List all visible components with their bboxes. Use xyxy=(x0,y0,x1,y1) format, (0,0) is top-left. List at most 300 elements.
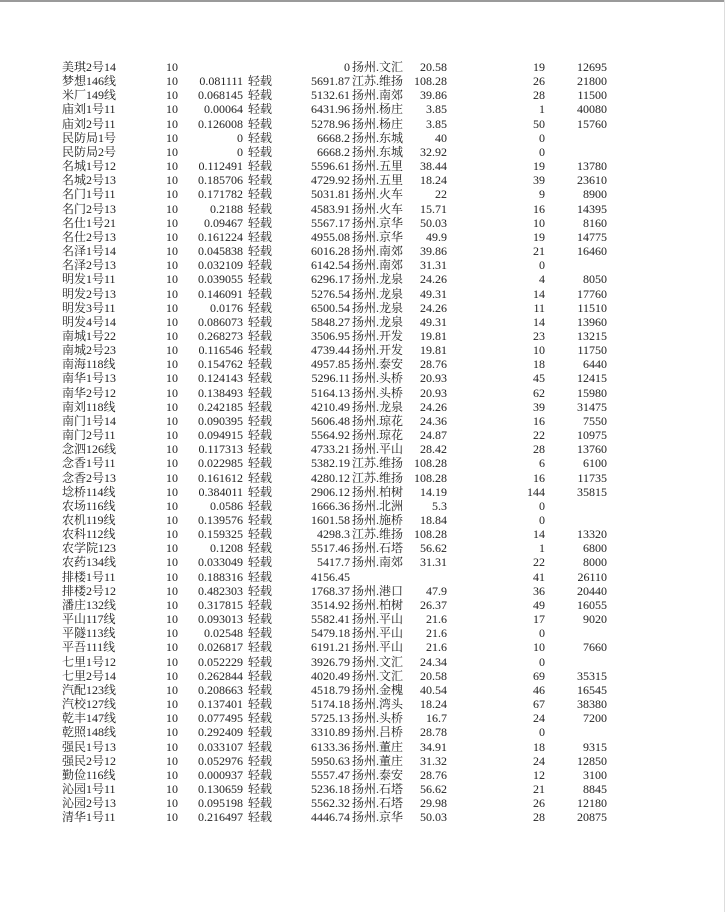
cell-load-ratio: 0.268273 xyxy=(198,328,243,343)
cell-total: 11500 xyxy=(577,88,607,103)
table-row xyxy=(0,244,725,258)
cell-total: 15980 xyxy=(577,385,607,400)
cell-line-name: 乾丰147线 xyxy=(62,711,117,726)
cell-substation: 扬州.头桥 xyxy=(352,385,404,400)
cell-total: 13760 xyxy=(577,442,607,457)
cell-substation: 扬州.五里 xyxy=(352,173,404,188)
cell-load-ratio: 0.039055 xyxy=(198,272,243,287)
cell-distance: 18.24 xyxy=(420,173,447,188)
cell-line-name: 名泽1号14 xyxy=(62,244,117,259)
cell-load-ratio: 0.033107 xyxy=(198,739,243,754)
cell-voltage: 10 xyxy=(166,272,178,287)
cell-voltage: 10 xyxy=(166,527,178,542)
cell-capacity: 6142.54 xyxy=(311,258,350,273)
cell-capacity: 5691.87 xyxy=(311,74,350,89)
cell-total: 40080 xyxy=(577,102,607,117)
cell-capacity: 5132.61 xyxy=(311,88,350,103)
cell-load-ratio: 0.130659 xyxy=(198,781,243,796)
cell-substation: 扬州.龙泉 xyxy=(352,286,404,301)
cell-load-status: 轻载 xyxy=(248,413,273,428)
cell-distance: 108.28 xyxy=(414,527,447,542)
cell-distance: 20.93 xyxy=(420,385,447,400)
table-row xyxy=(0,754,725,768)
cell-total: 21800 xyxy=(577,74,607,89)
cell-total: 14395 xyxy=(577,201,607,216)
cell-count: 22 xyxy=(533,555,545,570)
cell-substation: 扬州.港口 xyxy=(352,583,404,598)
cell-load-ratio: 0.090395 xyxy=(198,413,243,428)
cell-distance: 28.78 xyxy=(420,725,447,740)
cell-voltage: 10 xyxy=(166,796,178,811)
table-row xyxy=(0,102,725,116)
cell-distance: 14.19 xyxy=(420,484,447,499)
cell-line-name: 排楼1号11 xyxy=(62,569,116,584)
cell-load-status: 轻载 xyxy=(248,697,273,712)
cell-load-status: 轻载 xyxy=(248,328,273,343)
cell-substation: 江苏.维扬 xyxy=(352,74,404,89)
cell-voltage: 10 xyxy=(166,753,178,768)
table-row xyxy=(0,683,725,697)
table-row xyxy=(0,287,725,301)
cell-count: 0 xyxy=(539,144,545,159)
cell-voltage: 10 xyxy=(166,229,178,244)
cell-line-name: 排楼2号12 xyxy=(62,583,117,598)
cell-distance: 24.34 xyxy=(420,654,447,669)
cell-total: 11735 xyxy=(577,470,607,485)
cell-capacity: 6191.21 xyxy=(311,640,350,655)
cell-distance: 16.7 xyxy=(426,711,447,726)
cell-total: 13320 xyxy=(577,527,607,542)
cell-substation: 扬州.京华 xyxy=(352,215,404,230)
table-row xyxy=(0,640,725,654)
cell-load-status: 轻载 xyxy=(248,428,273,443)
cell-total: 8900 xyxy=(583,187,607,202)
cell-count: 9 xyxy=(539,187,545,202)
table-row xyxy=(0,202,725,216)
table-row xyxy=(0,145,725,159)
cell-voltage: 10 xyxy=(166,697,178,712)
cell-line-name: 七里1号12 xyxy=(62,654,117,669)
cell-voltage: 10 xyxy=(166,74,178,89)
cell-count: 23 xyxy=(533,328,545,343)
cell-capacity: 3506.95 xyxy=(311,328,350,343)
cell-load-status: 轻载 xyxy=(248,144,273,159)
cell-voltage: 10 xyxy=(166,654,178,669)
cell-load-status: 轻载 xyxy=(248,116,273,131)
cell-voltage: 10 xyxy=(166,130,178,145)
cell-capacity: 6431.96 xyxy=(311,102,350,117)
table-row xyxy=(0,258,725,272)
table-row xyxy=(0,343,725,357)
cell-line-name: 庙刘2号11 xyxy=(62,116,116,131)
cell-load-ratio: 0.077495 xyxy=(198,711,243,726)
cell-capacity: 5564.92 xyxy=(311,428,350,443)
cell-count: 39 xyxy=(533,399,545,414)
cell-total: 16460 xyxy=(577,244,607,259)
cell-substation: 扬州.南郊 xyxy=(352,244,404,259)
cell-line-name: 南门1号14 xyxy=(62,413,117,428)
cell-capacity: 5382.19 xyxy=(311,456,350,471)
cell-line-name: 庙刘1号11 xyxy=(62,102,116,117)
cell-distance: 108.28 xyxy=(414,456,447,471)
cell-line-name: 米厂149线 xyxy=(62,88,117,103)
cell-load-ratio: 0.095198 xyxy=(198,796,243,811)
cell-voltage: 10 xyxy=(166,187,178,202)
cell-load-status: 轻载 xyxy=(248,300,273,315)
cell-voltage: 10 xyxy=(166,286,178,301)
cell-capacity: 4729.92 xyxy=(311,173,350,188)
cell-substation: 扬州.石塔 xyxy=(352,781,404,796)
cell-load-ratio: 0.185706 xyxy=(198,173,243,188)
cell-total: 14775 xyxy=(577,229,607,244)
cell-line-name: 农药134线 xyxy=(62,555,117,570)
cell-load-status: 轻载 xyxy=(248,527,273,542)
cell-line-name: 民防局2号 xyxy=(62,144,117,159)
cell-count: 22 xyxy=(533,428,545,443)
cell-distance: 20.93 xyxy=(420,371,447,386)
cell-voltage: 10 xyxy=(166,244,178,259)
cell-capacity: 4733.21 xyxy=(311,442,350,457)
cell-distance: 28.76 xyxy=(420,357,447,372)
cell-voltage: 10 xyxy=(166,328,178,343)
cell-total: 3100 xyxy=(583,767,607,782)
cell-count: 4 xyxy=(539,272,545,287)
table-row xyxy=(0,810,725,824)
cell-substation: 扬州.北洲 xyxy=(352,498,404,513)
cell-line-name: 农场116线 xyxy=(62,498,116,513)
cell-voltage: 10 xyxy=(166,555,178,570)
cell-voltage: 10 xyxy=(166,300,178,315)
cell-total: 38380 xyxy=(577,697,607,712)
cell-total: 17760 xyxy=(577,286,607,301)
cell-distance: 24.26 xyxy=(420,399,447,414)
table-row xyxy=(0,329,725,343)
cell-distance: 28.76 xyxy=(420,767,447,782)
cell-load-ratio: 0.000937 xyxy=(198,767,243,782)
cell-load-ratio: 0.112491 xyxy=(198,159,243,174)
cell-count: 14 xyxy=(533,314,545,329)
cell-voltage: 10 xyxy=(166,60,178,74)
cell-line-name: 念泗126线 xyxy=(62,442,117,457)
cell-count: 45 xyxy=(533,371,545,386)
cell-line-name: 明发2号13 xyxy=(62,286,117,301)
cell-substation: 扬州.石塔 xyxy=(352,796,404,811)
cell-line-name: 沁园1号11 xyxy=(62,781,116,796)
cell-voltage: 10 xyxy=(166,470,178,485)
cell-total: 8000 xyxy=(583,555,607,570)
cell-load-status: 轻载 xyxy=(248,739,273,754)
table-row xyxy=(0,471,725,485)
cell-total: 8160 xyxy=(583,215,607,230)
cell-substation: 扬州.石塔 xyxy=(352,541,404,556)
cell-count: 39 xyxy=(533,173,545,188)
cell-load-status: 轻载 xyxy=(248,810,273,825)
cell-line-name: 汽配123线 xyxy=(62,682,117,697)
cell-distance: 26.37 xyxy=(420,597,447,612)
cell-load-status: 轻载 xyxy=(248,498,273,513)
cell-load-ratio: 0.154762 xyxy=(198,357,243,372)
cell-capacity: 5596.61 xyxy=(311,159,350,174)
cell-count: 0 xyxy=(539,258,545,273)
cell-load-ratio: 0 xyxy=(237,144,243,159)
cell-substation: 扬州.平山 xyxy=(352,612,404,627)
cell-line-name: 民防局1号 xyxy=(62,130,117,145)
cell-line-name: 名城2号13 xyxy=(62,173,117,188)
cell-total: 6800 xyxy=(583,541,607,556)
cell-count: 21 xyxy=(533,781,545,796)
cell-substation: 扬州.南郊 xyxy=(352,258,404,273)
cell-count: 12 xyxy=(533,767,545,782)
cell-line-name: 南门2号11 xyxy=(62,428,116,443)
cell-substation: 扬州.文汇 xyxy=(352,654,404,669)
cell-voltage: 10 xyxy=(166,385,178,400)
cell-voltage: 10 xyxy=(166,810,178,825)
cell-substation: 扬州.火车 xyxy=(352,201,404,216)
table-row xyxy=(0,697,725,711)
cell-line-name: 汽校127线 xyxy=(62,697,117,712)
cell-total: 31475 xyxy=(577,399,607,414)
table-row xyxy=(0,570,725,584)
cell-capacity: 6500.54 xyxy=(311,300,350,315)
table-row xyxy=(0,612,725,626)
cell-total: 12850 xyxy=(577,753,607,768)
cell-load-status: 轻载 xyxy=(248,229,273,244)
cell-load-ratio: 0.116546 xyxy=(198,343,243,358)
cell-capacity: 5164.13 xyxy=(311,385,350,400)
cell-load-status: 轻载 xyxy=(248,286,273,301)
cell-substation: 扬州.平山 xyxy=(352,626,404,641)
cell-voltage: 10 xyxy=(166,413,178,428)
cell-capacity: 5848.27 xyxy=(311,314,350,329)
cell-capacity: 1666.36 xyxy=(311,498,350,513)
cell-load-ratio: 0.161224 xyxy=(198,229,243,244)
cell-voltage: 10 xyxy=(166,102,178,117)
table-row xyxy=(0,74,725,88)
cell-line-name: 南华1号13 xyxy=(62,371,117,386)
cell-count: 0 xyxy=(539,654,545,669)
cell-line-name: 名城1号12 xyxy=(62,159,117,174)
cell-substation: 扬州.湾头 xyxy=(352,697,404,712)
cell-load-status: 轻载 xyxy=(248,343,273,358)
cell-substation: 扬州.五里 xyxy=(352,159,404,174)
cell-load-status: 轻载 xyxy=(248,272,273,287)
cell-load-ratio: 0.052976 xyxy=(198,753,243,768)
cell-load-ratio: 0.262844 xyxy=(198,668,243,683)
cell-load-status: 轻载 xyxy=(248,583,273,598)
cell-total: 11510 xyxy=(577,300,607,315)
cell-total: 13780 xyxy=(577,159,607,174)
cell-load-status: 轻载 xyxy=(248,258,273,273)
cell-distance: 31.32 xyxy=(420,753,447,768)
cell-distance: 31.31 xyxy=(420,258,447,273)
cell-line-name: 名泽2号13 xyxy=(62,258,117,273)
cell-count: 0 xyxy=(539,725,545,740)
cell-total: 13215 xyxy=(577,328,607,343)
cell-distance: 24.36 xyxy=(420,413,447,428)
cell-voltage: 10 xyxy=(166,597,178,612)
cell-load-ratio: 0.188316 xyxy=(198,569,243,584)
cell-voltage: 10 xyxy=(166,767,178,782)
table-row xyxy=(0,782,725,796)
cell-capacity: 2906.12 xyxy=(311,484,350,499)
cell-substation: 扬州.龙泉 xyxy=(352,300,404,315)
cell-load-ratio: 0.138493 xyxy=(198,385,243,400)
cell-line-name: 强民1号13 xyxy=(62,739,117,754)
cell-voltage: 10 xyxy=(166,159,178,174)
cell-capacity: 1601.58 xyxy=(311,513,350,527)
cell-capacity: 5276.54 xyxy=(311,286,350,301)
cell-capacity: 4957.85 xyxy=(311,357,350,372)
table-row xyxy=(0,60,725,74)
cell-capacity: 5557.47 xyxy=(311,767,350,782)
cell-load-status: 轻载 xyxy=(248,711,273,726)
table-row xyxy=(0,584,725,598)
cell-load-status: 轻载 xyxy=(248,640,273,655)
cell-count: 19 xyxy=(533,60,545,74)
cell-capacity: 6668.2 xyxy=(317,130,350,145)
cell-load-status: 轻载 xyxy=(248,484,273,499)
cell-substation: 扬州.杨庄 xyxy=(352,102,404,117)
cell-load-status: 轻载 xyxy=(248,385,273,400)
cell-substation: 扬州.南郊 xyxy=(352,88,404,103)
cell-load-ratio: 0.216497 xyxy=(198,810,243,825)
cell-line-name: 平山117线 xyxy=(62,612,116,627)
cell-substation: 扬州.头桥 xyxy=(352,711,404,726)
cell-voltage: 10 xyxy=(166,116,178,131)
cell-line-name: 平隧113线 xyxy=(62,626,116,641)
cell-load-ratio: 0.292409 xyxy=(198,725,243,740)
cell-distance: 28.42 xyxy=(420,442,447,457)
cell-line-name: 念香1号11 xyxy=(62,456,116,471)
cell-line-name: 平吾111线 xyxy=(62,640,116,655)
cell-load-status: 轻载 xyxy=(248,244,273,259)
cell-distance: 18.84 xyxy=(420,513,447,527)
cell-distance: 34.91 xyxy=(420,739,447,754)
cell-capacity: 4518.79 xyxy=(311,682,350,697)
table-row xyxy=(0,513,725,527)
cell-count: 0 xyxy=(539,498,545,513)
cell-line-name: 梦想146线 xyxy=(62,74,117,89)
cell-load-status: 轻载 xyxy=(248,682,273,697)
cell-count: 26 xyxy=(533,796,545,811)
cell-count: 144 xyxy=(527,484,545,499)
cell-voltage: 10 xyxy=(166,173,178,188)
cell-count: 19 xyxy=(533,159,545,174)
cell-capacity: 5479.18 xyxy=(311,626,350,641)
cell-distance: 29.98 xyxy=(420,796,447,811)
cell-load-status: 轻载 xyxy=(248,314,273,329)
cell-distance: 20.58 xyxy=(420,668,447,683)
cell-count: 10 xyxy=(533,215,545,230)
cell-line-name: 清华1号11 xyxy=(62,810,116,825)
cell-substation: 扬州.泰安 xyxy=(352,357,404,372)
cell-load-ratio: 0.0176 xyxy=(210,300,243,315)
cell-capacity: 5950.63 xyxy=(311,753,350,768)
table-row xyxy=(0,301,725,315)
cell-capacity: 3926.79 xyxy=(311,654,350,669)
cell-substation: 扬州.京华 xyxy=(352,810,404,825)
cell-load-ratio: 0.022985 xyxy=(198,456,243,471)
cell-count: 46 xyxy=(533,682,545,697)
cell-substation: 扬州.柏树 xyxy=(352,484,404,499)
cell-load-ratio: 0.052229 xyxy=(198,654,243,669)
cell-distance: 40 xyxy=(435,130,447,145)
cell-distance: 24.26 xyxy=(420,300,447,315)
cell-line-name: 农学院123 xyxy=(62,541,117,556)
table-row xyxy=(0,117,725,131)
cell-substation: 扬州.文汇 xyxy=(352,60,404,74)
cell-distance: 38.44 xyxy=(420,159,447,174)
cell-capacity: 5174.18 xyxy=(311,697,350,712)
cell-load-ratio: 0.086073 xyxy=(198,314,243,329)
cell-voltage: 10 xyxy=(166,640,178,655)
cell-distance: 32.92 xyxy=(420,144,447,159)
table-row xyxy=(0,725,725,739)
cell-distance: 49.31 xyxy=(420,314,447,329)
cell-line-name: 乾照148线 xyxy=(62,725,117,740)
cell-count: 17 xyxy=(533,612,545,627)
cell-total: 35815 xyxy=(577,484,607,499)
cell-capacity: 5582.41 xyxy=(311,612,350,627)
cell-load-ratio: 0.171782 xyxy=(198,187,243,202)
cell-line-name: 七里2号14 xyxy=(62,668,117,683)
cell-distance: 3.85 xyxy=(426,102,447,117)
table-row xyxy=(0,456,725,470)
cell-total: 7660 xyxy=(583,640,607,655)
table-row xyxy=(0,187,725,201)
cell-distance: 21.6 xyxy=(426,640,447,655)
cell-voltage: 10 xyxy=(166,314,178,329)
table-row xyxy=(0,315,725,329)
cell-load-status: 轻载 xyxy=(248,555,273,570)
cell-load-ratio: 0.124143 xyxy=(198,371,243,386)
cell-capacity: 4156.45 xyxy=(311,569,350,584)
cell-distance: 49.9 xyxy=(426,229,447,244)
cell-load-ratio: 0.117313 xyxy=(198,442,243,457)
cell-capacity: 1768.37 xyxy=(311,583,350,598)
cell-count: 0 xyxy=(539,130,545,145)
cell-load-status: 轻载 xyxy=(248,215,273,230)
table-row xyxy=(0,711,725,725)
cell-line-name: 农机119线 xyxy=(62,513,116,527)
cell-distance: 40.54 xyxy=(420,682,447,697)
cell-capacity: 4739.44 xyxy=(311,343,350,358)
cell-count: 28 xyxy=(533,810,545,825)
cell-substation: 扬州.平山 xyxy=(352,442,404,457)
cell-capacity: 3310.89 xyxy=(311,725,350,740)
cell-substation: 扬州.杨庄 xyxy=(352,116,404,131)
cell-load-status: 轻载 xyxy=(248,753,273,768)
cell-distance: 39.86 xyxy=(420,88,447,103)
cell-distance: 19.81 xyxy=(420,343,447,358)
cell-line-name: 南海118线 xyxy=(62,357,116,372)
table-row xyxy=(0,626,725,640)
cell-capacity: 5236.18 xyxy=(311,781,350,796)
table-row xyxy=(0,428,725,442)
cell-total: 8050 xyxy=(583,272,607,287)
cell-voltage: 10 xyxy=(166,513,178,527)
cell-voltage: 10 xyxy=(166,258,178,273)
cell-load-status: 轻载 xyxy=(248,130,273,145)
cell-count: 36 xyxy=(533,583,545,598)
cell-voltage: 10 xyxy=(166,711,178,726)
cell-distance: 15.71 xyxy=(420,201,447,216)
cell-distance: 24.26 xyxy=(420,272,447,287)
cell-substation: 扬州.施桥 xyxy=(352,513,404,527)
cell-capacity: 4020.49 xyxy=(311,668,350,683)
cell-count: 18 xyxy=(533,739,545,754)
cell-line-name: 农科112线 xyxy=(62,527,116,542)
